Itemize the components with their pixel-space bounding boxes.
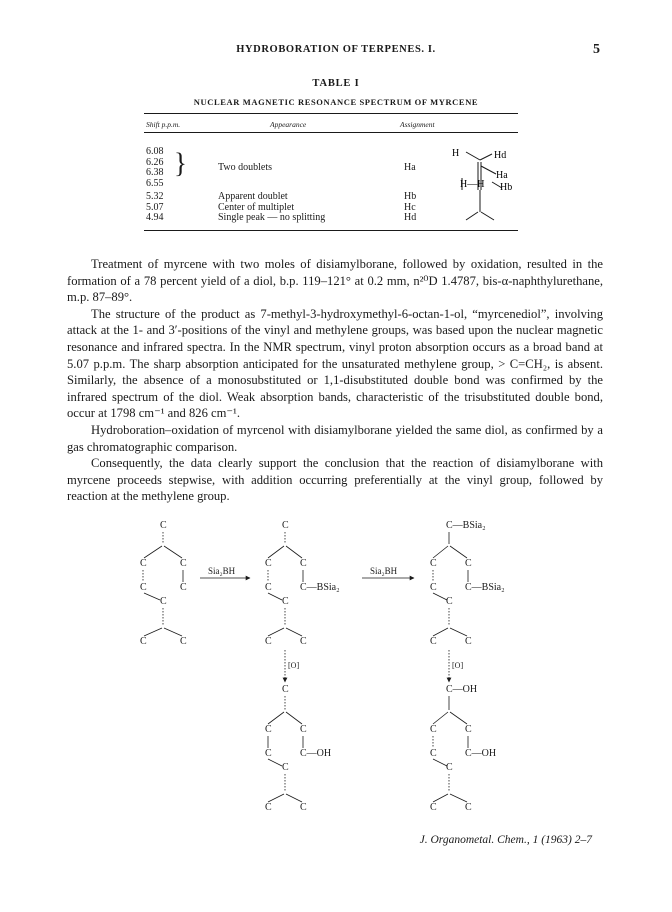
atom-c: C [300, 724, 307, 735]
running-header: HYDROBORATION OF TERPENES. I. [236, 44, 436, 55]
atom-c: C [430, 748, 437, 759]
myrcene-structure-diagram [440, 142, 520, 232]
group-appearance: Two doublets [218, 162, 273, 173]
atom-c: C [180, 636, 187, 647]
atom-c: C [265, 582, 272, 593]
label-hh: H—H [460, 179, 485, 190]
atom-c: C [465, 558, 472, 569]
bsia-group-right-mid: C—BSia₂ [465, 582, 505, 593]
atom-c: C [265, 558, 272, 569]
atom-c: C [140, 558, 147, 569]
appearance-value: Apparent doublet [218, 191, 288, 202]
atom-c: C [430, 724, 437, 735]
atom-c: C [265, 636, 272, 647]
appearance-value: Single peak — no splitting [218, 212, 326, 224]
atom-c: C [282, 596, 289, 607]
shift-value: 5.07 [146, 201, 164, 213]
journal-citation: J. Organometal. Chem., 1 (1963) 2–7 [419, 834, 592, 846]
atom-c: C [265, 802, 272, 813]
reaction-scheme [120, 516, 580, 816]
atom-c: C [465, 802, 472, 813]
oxidation-label-left: [O] [288, 661, 300, 670]
atom-c: C [300, 636, 307, 647]
oh-group-right-mid: C—OH [465, 748, 497, 759]
shift-value: 6.08 [146, 146, 164, 157]
table-subtitle: NUCLEAR MAGNETIC RESONANCE SPECTRUM OF MYRCENE [193, 97, 479, 107]
assignment-value: Hc [404, 201, 416, 213]
table-bottom-rule [144, 230, 518, 231]
page-number: 5 [593, 42, 600, 57]
paragraph: Hydroboration–oxidation of myrcenol with disiamylborane yielded the same diol, as confirmed by a gas chromatographic comparison. [67, 422, 603, 454]
label-hd: Hd [494, 150, 507, 161]
group-assignment: Ha [404, 162, 416, 173]
label-hb: Hb [500, 182, 513, 193]
appearance-rows [218, 192, 325, 224]
atom-c: C [282, 684, 289, 695]
table-title: TABLE I [312, 78, 360, 89]
bsia-group-middle: C—BSia₂ [300, 582, 340, 593]
atom-c: C [430, 802, 437, 813]
col-header-appearance: Appearance [270, 120, 307, 129]
atom-c: C [180, 558, 187, 569]
assignment-value: Hb [404, 191, 417, 202]
label-h: H [452, 148, 460, 159]
shift-value: 4.94 [146, 212, 164, 224]
atom-c: C [446, 596, 453, 607]
shift-value: 6.55 [146, 177, 164, 189]
assignment-rows [404, 192, 416, 224]
atom-c: C [160, 520, 167, 531]
shift-group [146, 147, 164, 189]
shift-value: 5.32 [146, 191, 164, 202]
atom-c: C [282, 762, 289, 773]
atom-c: C [430, 582, 437, 593]
atom-c: C [282, 520, 289, 531]
bsia-group-right-top: C—BSia₂ [446, 520, 486, 531]
group-brace: } [174, 147, 187, 179]
reagent-label-2: Sia₂BH [370, 566, 398, 576]
appearance-value: Center of multiplet [218, 201, 295, 213]
atom-c: C [180, 582, 187, 593]
table-header-rule [144, 132, 518, 133]
col-header-shift: Shift p.p.m. [146, 120, 181, 129]
atom-c: C [265, 748, 272, 759]
oh-group-right-top: C—OH [446, 684, 478, 695]
table-top-rule [144, 113, 518, 114]
atom-c: C [430, 636, 437, 647]
atom-c: C [140, 582, 147, 593]
assignment-value: Hd [404, 212, 417, 224]
oxidation-label-right: [O] [452, 661, 464, 670]
paragraph: The structure of the product as 7-methyl-3-hydroxymethyl-6-octan-1-ol, “myrcenediol”, involving attack at the 1- and 3′-positions of the vinyl and methylene groups, was based upon the nuclear magnetic resonance and infrared spectra. In the NMR spectrum, vinyl proton absorption occurs as a broad band at 5.07 p.p.m. The sharp absorption anticipated for the unsaturated methylene group, > C=CH₂, is absent. Similarly, the absence of a monosubstituted or 1,1-disubstituted double bond was confirmed by the infrared spectrum of the diol. Weak absorption bands, characteristic of the trisubstituted double bond, occur at 1798 cm⁻¹ and 826 cm⁻¹. [67, 306, 603, 421]
atom-c: C [430, 558, 437, 569]
oh-group-left: C—OH [300, 748, 332, 759]
shift-value: 6.38 [146, 167, 164, 179]
body-text [67, 256, 603, 505]
col-header-assignment: Assignment [400, 120, 435, 129]
atom-c: C [160, 596, 167, 607]
atom-c: C [446, 762, 453, 773]
atom-c: C [140, 636, 147, 647]
atom-c: C [300, 802, 307, 813]
label-ha: Ha [496, 170, 508, 181]
reagent-label-1: Sia₂BH [208, 566, 236, 576]
shift-value: 6.26 [146, 156, 164, 168]
atom-c: C [465, 636, 472, 647]
atom-c: C [465, 724, 472, 735]
bond [480, 154, 492, 160]
shift-rows [146, 192, 164, 224]
paragraph: Treatment of myrcene with two moles of disiamylborane, followed by oxidation, resulted in the formation of a 78 percent yield of a diol, b.p. 119–121° at 0.2 mm, n²⁰D 1.4787, bis-α-naphthylurethane, m.p. 87–89°. [67, 257, 603, 305]
atom-c: C [300, 558, 307, 569]
bond [466, 152, 480, 160]
paragraph: Consequently, the data clearly support the conclusion that the reaction of disiamylborane with myrcene proceeds stepwise, with addition occurring preferentially at the vinyl group, followed by reaction at the methylene group. [67, 456, 603, 504]
atom-c: C [265, 724, 272, 735]
